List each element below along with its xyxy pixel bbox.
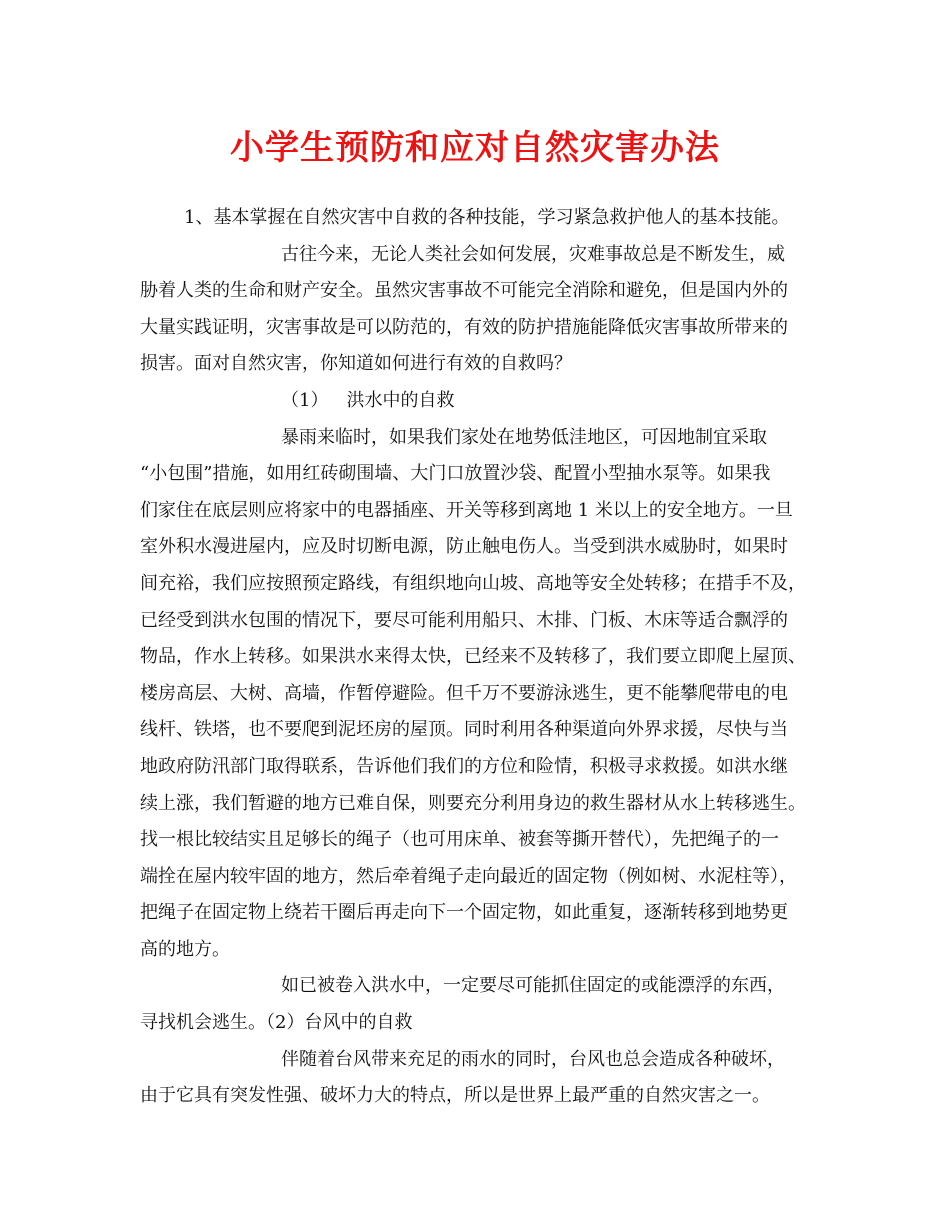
paragraph-line: 续上涨，我们暂避的地方已难自保，则要充分利用身边的救生器材从水上转移逃生。	[140, 792, 806, 814]
paragraph-line: 们家住在底层则应将家中的电器插座、开关等移到离地 1 米以上的安全地方。一旦	[140, 499, 793, 521]
paragraph-line: 1、基本掌握在自然灾害中自救的各种技能，学习紧急救护他人的基本技能。	[184, 207, 790, 228]
paragraph-line: 损害。面对自然灾害，你知道如何进行有效的自救吗？	[140, 353, 572, 375]
paragraph-line: 高的地方。	[140, 938, 230, 960]
paragraph-line: 地政府防汛部门取得联系，告诉他们我们的方位和险情，积极寻求救援。如洪水继	[140, 755, 788, 777]
paragraph-line: 把绳子在固定物上绕若干圈后再走向下一个固定物，如此重复，逐渐转移到地势更	[140, 902, 788, 924]
paragraph-line: 物品，作水上转移。如果洪水来得太快，已经来不及转移了，我们要立即爬上屋顶、	[140, 646, 806, 668]
document-body	[140, 200, 826, 1115]
paragraph-line: 如已被卷入洪水中，一定要尽可能抓住固定的或能漂浮的东西，	[281, 975, 785, 997]
paragraph-line: 楼房高层、大树、高墙，作暂停避险。但千万不要游泳逃生，更不能攀爬带电的电	[140, 682, 788, 704]
paragraph-line: 由于它具有突发性强、破坏力大的特点，所以是世界上最严重的自然灾害之一。	[140, 1085, 770, 1107]
paragraph-line: “小包围”措施，如用红砖砌围墙、大门口放置沙袋、配置小型抽水泵等。如果我	[140, 463, 771, 485]
paragraph-line: 线杆、铁塔，也不要爬到泥坯房的屋顶。同时利用各种渠道向外界求援，尽快与当	[140, 719, 788, 741]
paragraph-line: 暴雨来临时，如果我们家处在地势低洼地区，可因地制宜采取	[281, 426, 767, 448]
section-label: 洪水中的自救	[346, 389, 455, 411]
paragraph-line: 古往今来，无论人类社会如何发展，灾难事故总是不断发生，威	[281, 243, 785, 265]
paragraph-line: 寻找机会逃生。（2）台风中的自救	[140, 1012, 413, 1034]
paragraph-line: 已经受到洪水包围的情况下，要尽可能利用船只、木排、门板、木床等适合飘浮的	[140, 609, 788, 631]
paragraph-line: 伴随着台风带来充足的雨水的同时，台风也总会造成各种破坏，	[281, 1048, 785, 1070]
section-number: （1）	[281, 389, 329, 411]
paragraph-line: 室外积水漫进屋内，应及时切断电源，防止触电伤人。当受到洪水威胁时，如果时	[140, 536, 788, 558]
paragraph-line: 端拴在屋内较牢固的地方，然后牵着绳子走向最近的固定物（例如树、水泥柱等），	[140, 865, 797, 887]
paragraph-line: 大量实践证明，灾害事故是可以防范的，有效的防护措施能降低灾害事故所带来的	[140, 316, 788, 338]
paragraph-line: 找一根比较结实且足够长的绳子（也可用床单、被套等撕开替代），先把绳子的一	[140, 829, 779, 851]
section-heading-flood	[140, 383, 826, 420]
paragraph-line: 间充裕，我们应按照预定路线，有组织地向山坡、高地等安全处转移；在措手不及，	[140, 572, 806, 594]
paragraph-line: 胁着人类的生命和财产安全。虽然灾害事故不可能完全消除和避免，但是国内外的	[140, 280, 788, 302]
document-title: 小学生预防和应对自然灾害办法	[230, 128, 720, 168]
